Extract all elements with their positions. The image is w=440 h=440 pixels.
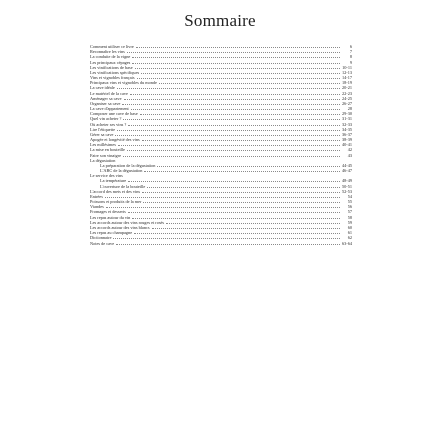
toc-entry-page: 24-25 bbox=[341, 95, 352, 101]
toc-entry-page: 32-33 bbox=[341, 121, 352, 127]
toc-entry-page: 14-17 bbox=[341, 75, 352, 81]
toc-leader-dots bbox=[122, 104, 340, 105]
toc-leader-dots bbox=[118, 145, 340, 146]
toc-entry-page: 58 bbox=[347, 214, 352, 220]
toc-leader-dots bbox=[136, 47, 340, 48]
toc-entry-label: La cave d'appartement bbox=[90, 106, 129, 112]
toc-entry-label: Apogée et longévité des vins bbox=[90, 137, 140, 143]
toc-entry-page: 12-13 bbox=[341, 69, 352, 75]
toc-entry-page: 48-49 bbox=[341, 178, 352, 184]
page-title: Sommaire bbox=[184, 11, 256, 30]
toc-leader-dots bbox=[132, 63, 340, 64]
toc-entry-label: Les accords autour des vins rouges et rosés bbox=[90, 219, 165, 225]
toc-entry-label: Comment utiliser ce livre bbox=[90, 43, 134, 49]
toc-entry-label: La mise en bouteille bbox=[90, 147, 125, 153]
toc-leader-dots bbox=[141, 73, 340, 74]
toc-entry-label: Les millésimes bbox=[90, 142, 116, 148]
toc-entry-label: Fromages et desserts bbox=[90, 209, 126, 215]
table-of-contents bbox=[90, 44, 352, 246]
toc-entry-label: Quel vin acheter ? bbox=[90, 116, 122, 122]
toc-entry-page: 6 bbox=[349, 43, 352, 49]
toc-entry-label: Les repas autour du vin bbox=[90, 214, 131, 220]
toc-entry-page: 62 bbox=[347, 235, 352, 241]
toc-leader-dots bbox=[140, 114, 340, 115]
toc-entry-label: Vins et vignobles français bbox=[90, 75, 135, 81]
toc-leader-dots bbox=[123, 119, 340, 120]
toc-leader-dots bbox=[127, 150, 340, 151]
toc-entry-label: Reconnaître les vins bbox=[90, 49, 125, 55]
toc-entry-label: Où acheter ses vins ? bbox=[90, 121, 127, 127]
toc-entry-label: Aménager sa cave bbox=[90, 95, 122, 101]
toc-leader-dots bbox=[131, 109, 340, 110]
toc-entry-label: Organiser sa cave bbox=[90, 100, 121, 106]
toc-entry-page: 18-19 bbox=[341, 80, 352, 86]
toc-leader-dots bbox=[127, 52, 340, 53]
toc-entry-label: La température bbox=[100, 178, 127, 184]
toc-entry-page: 44-45 bbox=[341, 162, 352, 168]
toc-leader-dots bbox=[124, 99, 341, 100]
toc-leader-dots bbox=[152, 228, 340, 229]
toc-leader-dots bbox=[105, 197, 340, 198]
toc-entry-page: 61 bbox=[347, 230, 352, 236]
toc-leader-dots bbox=[128, 212, 340, 213]
toc-leader-dots bbox=[106, 207, 340, 208]
toc-entry-page: 31-31 bbox=[341, 116, 352, 122]
toc-entry-label: Dictionnaire bbox=[90, 235, 112, 241]
toc-entry-label: Le matériel de la cave bbox=[90, 90, 128, 96]
toc-entry-page: 10-11 bbox=[342, 64, 352, 70]
toc-leader-dots bbox=[132, 57, 340, 58]
toc-leader-dots bbox=[117, 88, 340, 89]
toc-entry-page: 50-51 bbox=[341, 183, 352, 189]
toc-entry-label: La conduite de la vigne bbox=[90, 54, 131, 60]
toc-leader-dots bbox=[132, 218, 340, 219]
toc-leader-dots bbox=[116, 244, 340, 245]
toc-entry-page: 36-37 bbox=[341, 131, 352, 137]
toc-leader-dots bbox=[113, 238, 340, 239]
toc-leader-dots bbox=[135, 68, 340, 69]
toc-entry-page: 22-23 bbox=[341, 90, 352, 96]
toc-entry-page: 52-53 bbox=[341, 188, 352, 194]
toc-entry-page: 57 bbox=[347, 209, 352, 215]
toc-leader-dots bbox=[143, 202, 340, 203]
toc-entry-page: 63-64 bbox=[341, 240, 352, 246]
toc-leader-dots bbox=[130, 94, 340, 95]
toc-entry-page: 8 bbox=[349, 54, 352, 60]
toc-leader-dots bbox=[128, 181, 340, 182]
toc-entry-page: 20-21 bbox=[341, 85, 352, 91]
toc-entry-page: 29-30 bbox=[341, 111, 352, 117]
toc-entry-label: Les principaux cépages bbox=[90, 59, 131, 65]
toc-entry-page: 9 bbox=[349, 59, 352, 65]
toc-entry-label: L'ouverture de la bouteille bbox=[100, 183, 146, 189]
toc-entry-page: 43 bbox=[347, 152, 352, 158]
toc-entry-label: Composer une cave de base bbox=[90, 111, 138, 117]
toc-entry-label: Les vinifications de base bbox=[90, 64, 133, 70]
toc-entry-page: 54 bbox=[347, 193, 352, 199]
toc-entry-label: Viandes bbox=[90, 204, 104, 210]
toc-entry-label: La dégustation bbox=[90, 157, 116, 163]
toc-entry-page: 59 bbox=[347, 219, 352, 225]
toc-entry-page: 28 bbox=[347, 106, 352, 112]
toc-entry bbox=[90, 241, 352, 246]
toc-entry-page: 34-35 bbox=[341, 126, 352, 132]
toc-entry-page: 56 bbox=[347, 204, 352, 210]
toc-entry-page: 38-39 bbox=[341, 137, 352, 143]
toc-leader-dots bbox=[166, 223, 340, 224]
toc-leader-dots bbox=[123, 156, 340, 157]
toc-leader-dots bbox=[115, 135, 340, 136]
toc-leader-dots bbox=[142, 192, 340, 193]
toc-leader-dots bbox=[157, 166, 340, 167]
toc-leader-dots bbox=[159, 83, 340, 84]
toc-leader-dots bbox=[128, 125, 340, 126]
toc-entry-page: 26-27 bbox=[341, 100, 352, 106]
toc-entry-label: Entrées bbox=[90, 193, 103, 199]
toc-entry-label: L'ABC de la dégustation bbox=[100, 168, 143, 174]
toc-entry-page: 42 bbox=[347, 147, 352, 153]
toc-entry-page: 7 bbox=[349, 49, 352, 55]
toc-entry-label: L'accord des mets et des vins bbox=[90, 188, 141, 194]
toc-leader-dots bbox=[117, 130, 340, 131]
toc-entry-page: 46-47 bbox=[341, 168, 352, 174]
toc-entry-label: Notes de cave bbox=[90, 240, 115, 246]
toc-entry-label: Lire l'étiquette bbox=[90, 126, 115, 132]
toc-entry-label: Gérer sa cave bbox=[90, 131, 114, 137]
toc-entry-label: Principaux vins et vignobles du monde bbox=[90, 80, 157, 86]
toc-leader-dots bbox=[134, 233, 340, 234]
toc-leader-dots bbox=[137, 78, 341, 79]
toc-entry-label: Les repas au champagne bbox=[90, 230, 133, 236]
toc-entry-label: La cave idéale bbox=[90, 85, 115, 91]
toc-entry-page: 40-41 bbox=[341, 142, 352, 148]
toc-entry-label: Le service des vins bbox=[90, 173, 123, 179]
toc-entry-label: Les accords autour des vins blancs bbox=[90, 225, 150, 230]
toc-entry-page: 60 bbox=[347, 225, 352, 230]
toc-leader-dots bbox=[142, 140, 340, 141]
toc-entry-page: 55 bbox=[347, 199, 352, 205]
toc-entry-label: Les vinifications spécifiques bbox=[90, 69, 140, 75]
toc-leader-dots bbox=[147, 187, 340, 188]
toc-entry-label: Faire son vinaigre bbox=[90, 152, 122, 158]
toc-entry-label: Poissons et produits de la mer bbox=[90, 199, 142, 205]
toc-entry-label: La préparation de la dégustation bbox=[100, 162, 156, 168]
toc-leader-dots bbox=[144, 171, 340, 172]
